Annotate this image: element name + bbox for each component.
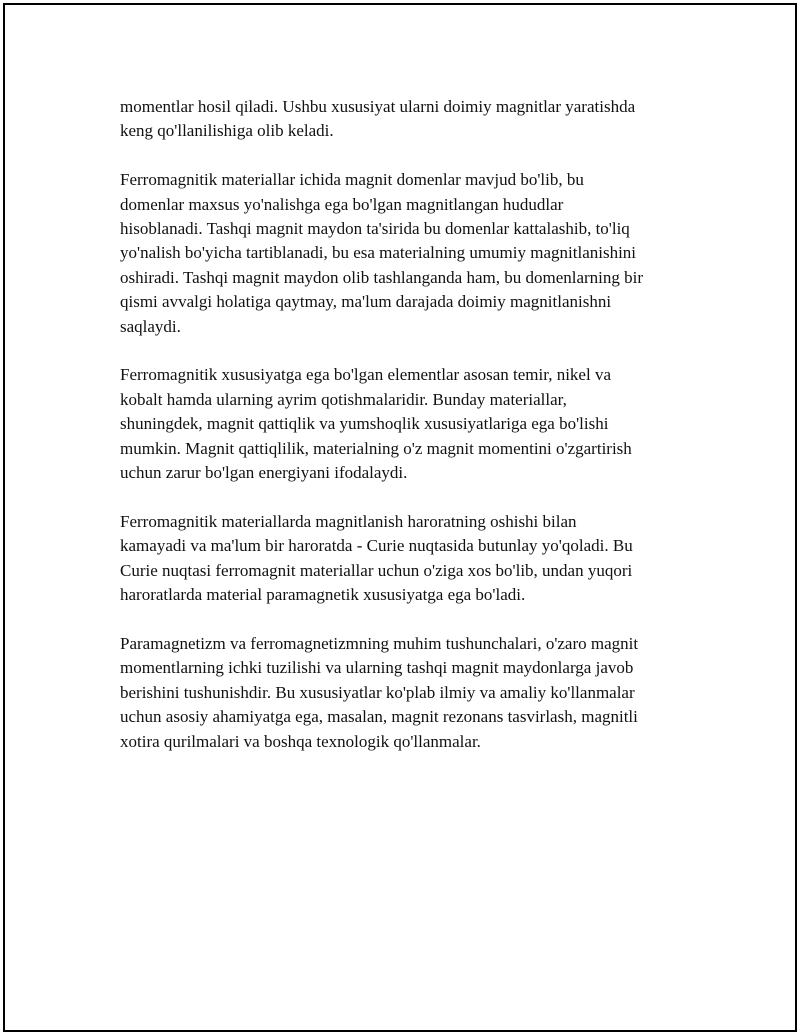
paragraph-3: Ferromagnitik xususiyatga ega bo'lgan elementlar asosan temir, nikel va kobalt hamda ularning ayrim qotishmalaridir. Bunday materiallar, shuningdek, magnit qattiqlik va yumshoqlik xususiyatlariga ega bo'lishi mumkin. Magnit qattiqlilik, materialning o'z magnit momentini o'zgartirish uchun zarur bo'lgan energiyani ifodalaydi.	[120, 365, 632, 483]
document-page	[3, 3, 797, 1032]
paragraph-2: Ferromagnitik materiallar ichida magnit domenlar mavjud bo'lib, bu domenlar maxsus yo'nalishga ega bo'lgan magnitlangan hududlar hisoblanadi. Tashqi magnit maydon ta'sirida bu domenlar kattalashib, to'liq yo'nalish bo'yicha tartiblanadi, bu esa materialning umumiy magnitlanishini oshiradi. Tashqi magnit maydon olib tashlanganda ham, bu domenlarning bir qismi avvalgi holatiga qaytmay, ma'lum darajada doimiy magnitlanishni saqlaydi.	[120, 170, 644, 336]
document-body	[120, 95, 710, 778]
paragraph-1: momentlar hosil qiladi. Ushbu xususiyat ularni doimiy magnitlar yaratishda keng qo'llanilishiga olib keladi.	[120, 97, 636, 141]
paragraph-4: Ferromagnitik materiallarda magnitlanish haroratning oshishi bilan kamayadi va ma'lum bir haroratda - Curie nuqtasida butunlay yo'qoladi. Bu Curie nuqtasi ferromagnit materiallar uchun o'ziga xos bo'lib, undan yuqori haroratlarda material paramagnetik xususiyatga ega bo'ladi.	[120, 511, 633, 605]
paragraph-5: Paramagnetizm va ferromagnetizmning muhim tushunchalari, o'zaro magnit momentlarning ichki tuzilishi va ularning tashqi magnit maydonlarga javob berishini tushunishdir. Bu xususiyatlar ko'plab ilmiy va amaliy ko'llanmalar uchun asosiy ahamiyatga ega, masalan, magnit rezonans tasvirlash, magnitli xotira qurilmalari va boshqa texnologik qo'llanmalar.	[120, 633, 639, 751]
